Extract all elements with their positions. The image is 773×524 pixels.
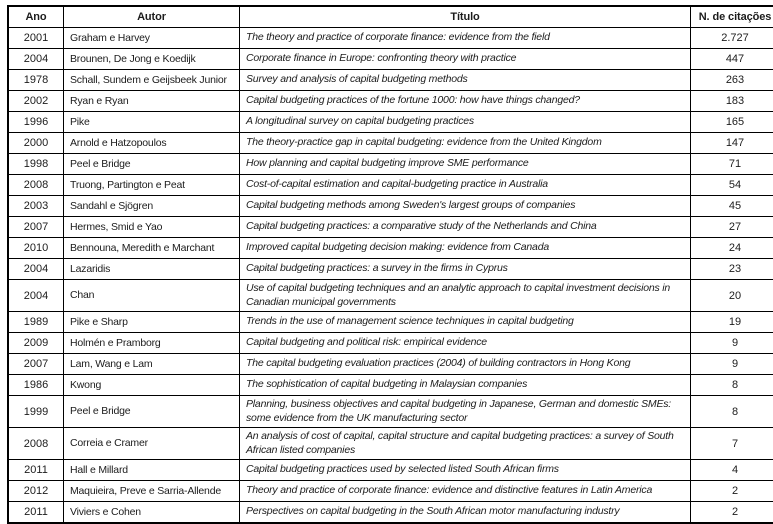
column-header-autor: Autor [64,6,240,28]
table-row [8,280,773,312]
column-header-ano: Ano [8,6,64,28]
author-cell: Maquieira, Preve e Sarria-Allende [64,481,240,502]
citations-cell: 2 [691,502,773,524]
year-cell: 2001 [8,28,64,49]
table-row [8,154,773,175]
title-cell: Perspectives on capital budgeting in the South African motor manufacturing industry [240,502,691,524]
year-cell: 2003 [8,196,64,217]
author-cell: Truong, Partington e Peat [64,175,240,196]
table-row [8,91,773,112]
author-cell: Hermes, Smid e Yao [64,217,240,238]
citations-cell: 7 [691,428,773,460]
title-cell: Corporate finance in Europe: confronting theory with practice [240,49,691,70]
year-cell: 2008 [8,428,64,460]
author-cell: Brounen, De Jong e Koedijk [64,49,240,70]
table-row [8,396,773,428]
citations-cell: 165 [691,112,773,133]
citations-cell: 8 [691,396,773,428]
title-cell: Capital budgeting and political risk: empirical evidence [240,333,691,354]
citations-cell: 4 [691,460,773,481]
header-row [8,6,773,28]
title-cell: An analysis of cost of capital, capital structure and capital budgeting practices: a survey of South African listed companies [240,428,691,460]
citations-cell: 2.727 [691,28,773,49]
year-cell: 2004 [8,49,64,70]
author-cell: Chan [64,280,240,312]
table-body [8,28,773,524]
table-row [8,217,773,238]
column-header-citacoes: N. de citações [691,6,773,28]
table-header [8,6,773,28]
title-cell: Capital budgeting practices of the fortune 1000: how have things changed? [240,91,691,112]
author-cell: Sandahl e Sjögren [64,196,240,217]
citations-cell: 24 [691,238,773,259]
year-cell: 2011 [8,460,64,481]
citations-table-container [7,5,773,524]
title-cell: Improved capital budgeting decision making: evidence from Canada [240,238,691,259]
column-header-titulo: Título [240,6,691,28]
author-cell: Pike e Sharp [64,312,240,333]
title-cell: A longitudinal survey on capital budgeting practices [240,112,691,133]
title-cell: The theory-practice gap in capital budgeting: evidence from the United Kingdom [240,133,691,154]
author-cell: Correia e Cramer [64,428,240,460]
citations-cell: 45 [691,196,773,217]
author-cell: Lam, Wang e Lam [64,354,240,375]
title-cell: The sophistication of capital budgeting in Malaysian companies [240,375,691,396]
author-cell: Peel e Bridge [64,154,240,175]
author-cell: Schall, Sundem e Geijsbeek Junior [64,70,240,91]
title-cell: Capital budgeting practices: a survey in the firms in Cyprus [240,259,691,280]
year-cell: 1989 [8,312,64,333]
year-cell: 2000 [8,133,64,154]
title-cell: Capital budgeting practices used by selected listed South African firms [240,460,691,481]
table-row [8,375,773,396]
year-cell: 2004 [8,259,64,280]
author-cell: Peel e Bridge [64,396,240,428]
title-cell: Capital budgeting practices: a comparative study of the Netherlands and China [240,217,691,238]
table-row [8,312,773,333]
table-row [8,428,773,460]
citations-cell: 8 [691,375,773,396]
citations-cell: 9 [691,333,773,354]
table-row [8,354,773,375]
title-cell: Planning, business objectives and capital budgeting in Japanese, German and domestic SMEs: some evidence from the UK manufacturing sector [240,396,691,428]
year-cell: 2008 [8,175,64,196]
table-row [8,28,773,49]
year-cell: 2010 [8,238,64,259]
author-cell: Bennouna, Meredith e Marchant [64,238,240,259]
author-cell: Ryan e Ryan [64,91,240,112]
citations-cell: 71 [691,154,773,175]
year-cell: 2007 [8,354,64,375]
citations-cell: 23 [691,259,773,280]
year-cell: 2004 [8,280,64,312]
citations-cell: 54 [691,175,773,196]
author-cell: Pike [64,112,240,133]
title-cell: How planning and capital budgeting improve SME performance [240,154,691,175]
table-row [8,333,773,354]
year-cell: 2009 [8,333,64,354]
table-row [8,49,773,70]
author-cell: Hall e Millard [64,460,240,481]
citations-cell: 9 [691,354,773,375]
citations-cell: 147 [691,133,773,154]
table-row [8,133,773,154]
citations-table [7,5,773,524]
author-cell: Arnold e Hatzopoulos [64,133,240,154]
author-cell: Graham e Harvey [64,28,240,49]
table-row [8,112,773,133]
title-cell: Theory and practice of corporate finance: evidence and distinctive features in Latin America [240,481,691,502]
table-row [8,259,773,280]
year-cell: 2002 [8,91,64,112]
table-row [8,70,773,91]
title-cell: Survey and analysis of capital budgeting methods [240,70,691,91]
citations-cell: 20 [691,280,773,312]
year-cell: 2007 [8,217,64,238]
title-cell: Capital budgeting methods among Sweden's largest groups of companies [240,196,691,217]
year-cell: 1999 [8,396,64,428]
year-cell: 2011 [8,502,64,524]
table-row [8,460,773,481]
year-cell: 1998 [8,154,64,175]
title-cell: Use of capital budgeting techniques and an analytic approach to capital investment decisions in Canadian municipal governments [240,280,691,312]
table-row [8,238,773,259]
citations-cell: 2 [691,481,773,502]
title-cell: Trends in the use of management science techniques in capital budgeting [240,312,691,333]
author-cell: Lazaridis [64,259,240,280]
year-cell: 1996 [8,112,64,133]
table-row [8,502,773,524]
citations-cell: 447 [691,49,773,70]
title-cell: The capital budgeting evaluation practices (2004) of building contractors in Hong Kong [240,354,691,375]
table-row [8,481,773,502]
table-row [8,196,773,217]
citations-cell: 183 [691,91,773,112]
author-cell: Holmén e Pramborg [64,333,240,354]
citations-cell: 19 [691,312,773,333]
author-cell: Kwong [64,375,240,396]
title-cell: Cost-of-capital estimation and capital-budgeting practice in Australia [240,175,691,196]
year-cell: 1978 [8,70,64,91]
author-cell: Viviers e Cohen [64,502,240,524]
year-cell: 1986 [8,375,64,396]
title-cell: The theory and practice of corporate finance: evidence from the field [240,28,691,49]
table-row [8,175,773,196]
citations-cell: 263 [691,70,773,91]
citations-cell: 27 [691,217,773,238]
year-cell: 2012 [8,481,64,502]
